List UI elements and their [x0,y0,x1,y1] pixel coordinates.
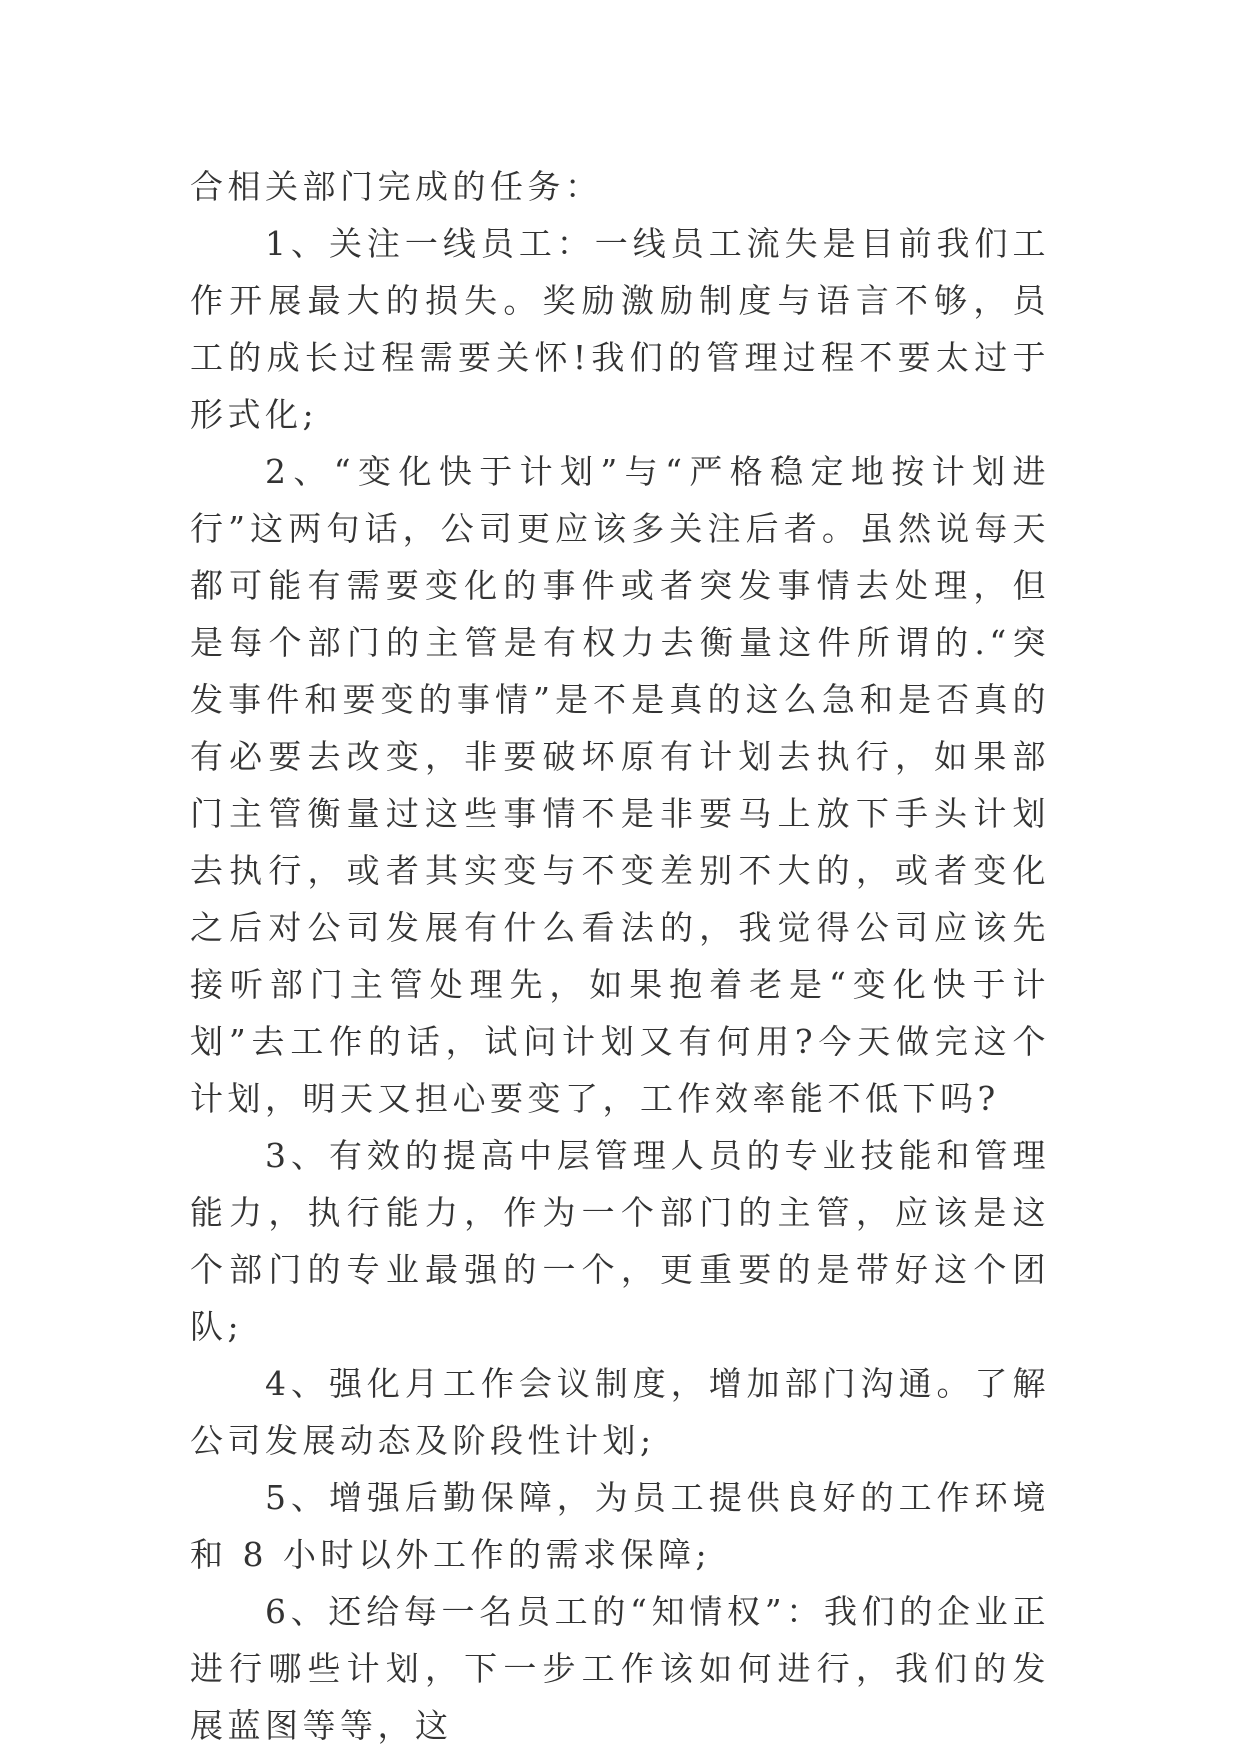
paragraph-item-3: 3、有效的提高中层管理人员的专业技能和管理能力，执行能力，作为一个部门的主管，应该是这个部门的专业最强的一个，更重要的是带好这个团队; [190,1136,1050,1346]
paragraph-item-1: 1、关注一线员工：一线员工流失是目前我们工作开展最大的损失。奖励激励制度与语言不够，员工的成长过程需要关怀!我们的管理过程不要太过于形式化; [190,224,1050,434]
document-body [190,158,1050,1754]
paragraph-continuation: 合相关部门完成的任务： [190,167,603,206]
paragraph-item-2: 2、“变化快于计划”与“严格稳定地按计划进行”这两句话，公司更应该多关注后者。虽然说每天都可能有需要变化的事件或者突发事情去处理，但是每个部门的主管是有权力去衡量这件所谓的.“突发事件和要变的事情”是不是真的这么急和是否真的有必要去改变，非要破坏原有计划去执行，如果部门主管衡量过这些事情不是非要马上放下手头计划去执行，或者其实变与不变差别不大的，或者变化之后对公司发展有什么看法的，我觉得公司应该先接听部门主管处理先，如果抱着老是“变化快于计划”去工作的话，试问计划又有何用?今天做完这个计划，明天又担心要变了，工作效率能不低下吗? [190,452,1050,1118]
paragraph-item-6: 6、还给每一名员工的“知情权”：我们的企业正进行哪些计划，下一步工作该如何进行，我们的发展蓝图等等，这 [190,1592,1050,1745]
paragraph-item-5: 5、增强后勤保障，为员工提供良好的工作环境和 8 小时以外工作的需求保障; [190,1478,1050,1574]
paragraph-item-4: 4、强化月工作会议制度，增加部门沟通。了解公司发展动态及阶段性计划; [190,1364,1050,1460]
